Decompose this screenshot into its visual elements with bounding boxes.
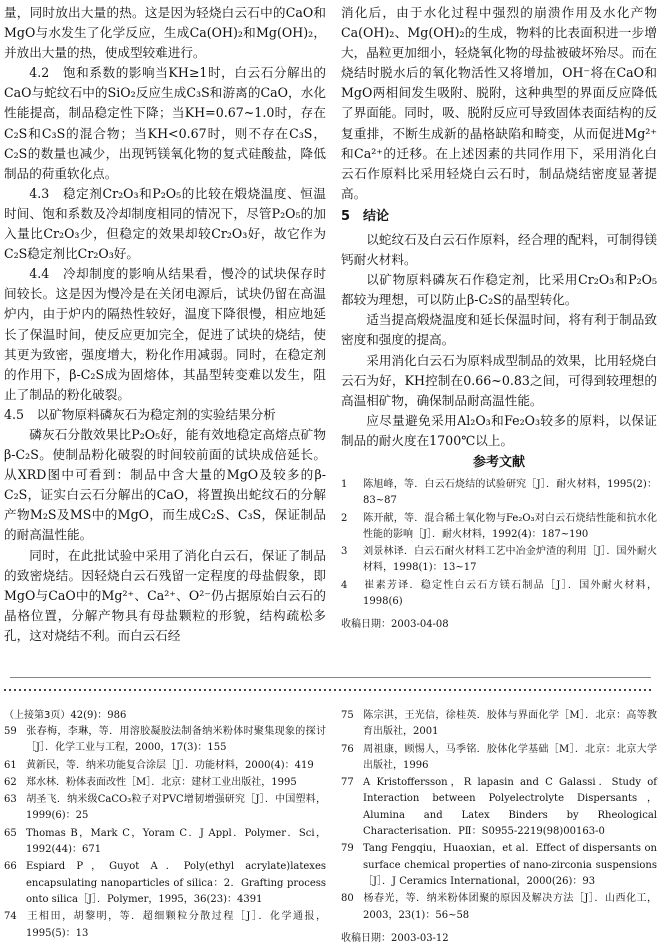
divider-dot [549,689,551,691]
bottom-left-references [4,724,326,942]
divider-dot [554,689,556,691]
section-4-5-text: 磷灰石分散效果比P₂O₅好，能有效地稳定高熔点矿物β-C₂S。使制品粉化破裂的时间较前面的试块成倍延长。从XRD图中可看到：制品中含大量的MgO及较多的β-C₂S，证实白云石分解出的CaO，将置换出蛇纹石的分解产物M₂S及MS中的MgO，而生成C₂S、C₃S，保证制品的耐高温性能。 [4,426,326,543]
left-column [4,3,326,671]
conclusion-4: 采用消化白云石为原料成型制品的效果，比用轻烧白云石为好，KH控制在0.66~0.83之间，可得到较理想的高温相矿物，确保制品耐高温性能。 [341,352,657,408]
reference-number: 63 [4,794,17,806]
divider-dot [194,689,196,691]
reference-item [341,891,657,924]
reference-text: 崔素芳译．稳定性白云石方镁石制品［J］．国外耐火材料，1998(6) [363,579,657,608]
reference-number: 65 [4,827,17,839]
divider-dot [624,689,626,691]
divider-dot [569,689,571,691]
continuation-text: 42(9)：986 [70,710,127,721]
divider-dot [614,689,616,691]
section-4-4-text: 从结果看，慢冷的试块保存时间较长。这是因为慢冷是在关闭电源后，试块仍留在高温炉内，由于炉内的隔热性较好，温度下降很慢，相应地延长了保温时间，使反应更加完全，促进了试块的烧结，使其更为致密，强度增大，粉化作用减弱。同时，在稳定剂的作用下，β-C₂S成为固熔体，其晶型转变难以发生，阻止了制品的粉化破裂。 [4,266,327,402]
divider-dot [489,689,491,691]
divider-dot [209,689,211,691]
divider-dot [39,689,41,691]
divider-dot [514,689,516,691]
divider-dot [494,689,496,691]
divider-dot [414,689,416,691]
divider-dot [84,689,86,691]
divider-dot [644,689,646,691]
divider-dot [49,689,51,691]
divider-dot [434,689,436,691]
divider-dot [454,689,456,691]
reference-text: 杨春光，等．纳米粉体团聚的原因及解决方法［J］．山西化工，2003，23(1)：56~58 [363,893,657,921]
divider-dot [109,689,111,691]
reference-number: 75 [341,710,354,721]
section-5-title: 5 结论 [341,208,390,224]
reference-text: Tang Fengqiu，Huaoxian，et al．Effect of dispersants on surface chemical properties of nano-zirconia suspensions［J］．J Ceramics International，2000(26)：93 [363,843,657,887]
divider-dot [329,689,331,691]
divider-dot [439,689,441,691]
divider-dot [289,689,291,691]
divider-dot [264,689,266,691]
section-4-5-heading-line [4,405,326,425]
divider-dot [139,689,141,691]
divider-dot [469,689,471,691]
divider-dot [4,689,6,691]
divider-dot [79,689,81,691]
reference-item [4,859,326,908]
divider-dot [104,689,106,691]
divider-dot [519,689,521,691]
reference-item [4,724,326,757]
divider-dot [114,689,116,691]
section-4-2 [4,63,326,184]
divider-dot [199,689,201,691]
divider-dot [609,689,611,691]
reference-item [341,544,657,577]
reference-text: 周祖康，顾惕人，马季铭．胶体化学基础［M］．北京：北京大学出版社，1996 [363,743,657,771]
reference-number: 2 [341,512,348,524]
divider-dot [359,689,361,691]
section-4-4-heading: 4.4 冷却制度的影响 [29,266,156,282]
divider-dot [524,689,526,691]
divider-dot [534,689,536,691]
divider-dot [504,689,506,691]
reference-number: 62 [4,776,17,788]
divider-dot [244,689,246,691]
reference-number: 80 [341,893,354,905]
continuation-line [4,708,326,724]
divider-dot [354,689,356,691]
divider-dot [174,689,176,691]
reference-number: 76 [341,743,354,755]
reference-number: 77 [341,777,354,789]
divider-dot [459,689,461,691]
divider-dot [399,689,401,691]
conclusion-3: 适当提高煅烧温度和延长保温时间，将有利于制品致密度和强度的提高。 [341,312,657,348]
divider-dot [134,689,136,691]
reference-item [4,775,326,791]
divider-dot [274,689,276,691]
divider-dot [184,689,186,691]
divider-dot [149,689,151,691]
reference-number: 61 [4,759,17,771]
divider-dot [159,689,161,691]
reference-item [4,826,326,859]
divider-dot [269,689,271,691]
reference-item [4,792,326,825]
divider-dot [364,689,366,691]
continuation-label: （上接第3页） [4,710,71,721]
divider-dot [529,689,531,691]
divider-dot [559,689,561,691]
divider-dot [34,689,36,691]
bottom-right-column [341,708,657,944]
divider-dot [224,689,226,691]
divider-dot [389,689,391,691]
divider-dot [474,689,476,691]
divider-dot [59,689,61,691]
bottom-received-date: 收稿日期：2003-03-12 [341,932,449,944]
paragraph-continued: 消化后，由于水化过程中强烈的崩溃作用及水化产物Ca(OH)₂、Mg(OH)₂的生成，物料的比表面积进一步增大，晶粒更加细小，轻烧氧化物的母盐被破坏殆尽。而在烧结时脱水后的氧化物活性又将增加，OH⁻将在CaO和MgO两相间发生吸附、脱附，这种典型的界面反应降低了界面能。同时，吸、脱附反应可导致固体表面结构的反复重排，不断生成新的晶格缺陷和畸变，从而促进Mg²⁺和Ca²⁺的迁移。在上述因素的共同作用下，采用消化白云石作原料比采用轻烧白云石时，制品烧结密度显著提高。 [341,5,657,201]
divider-dot [384,689,386,691]
section-4-5-heading: 4.5 以矿物原料磷灰石为稳定剂的实验结果分析 [4,406,276,422]
divider-dot [234,689,236,691]
divider-dot [334,689,336,691]
divider-dot [509,689,511,691]
divider-dot [344,689,346,691]
divider-dot [24,689,26,691]
divider-dot [254,689,256,691]
divider-dot [299,689,301,691]
divider-dot [99,689,101,691]
reference-item [4,909,326,942]
divider-dot [94,689,96,691]
divider-dot [594,689,596,691]
paragraph-digested-dolomite: 同时，在此批试验中采用了消化白云石，保证了制品的致密烧结。因轻烧白云石残留一定程度的母盐假象，即MgO与CaO中的Mg²⁺、Ca²⁺、O²⁻仍占据原始白云石的晶格位置，分解产物具有母盐颗粒的形貌，结构疏松多孔，这对烧结不利。而白云石经 [4,547,326,643]
divider-dot [409,689,411,691]
divider-dot [379,689,381,691]
references-list [341,477,657,610]
reference-text: 陈宗淇，王光信，徐桂英．胶体与界面化学［M］．北京：高等教育出版社，2001 [363,710,657,738]
divider-dot [604,689,606,691]
divider-dot [14,689,16,691]
section-4-2-text: 当KH≥1时，白云石分解出的CaO与蛇纹石中的SiO₂反应生成C₃S和游离的CaO，水化性能提高，制品稳定性下降；当KH=0.67~1.0时，存在C₂S和C₃S的混合物；当KH<0.67时，则不存在C₃S，C₂S的数量也减少，出现钙镁氧化物的复式硅酸盐，降低制品的荷重软化点。 [4,65,326,181]
paragraph-hydration: 量，同时放出大量的热。这是因为轻烧白云石中的CaO和MgO与水发生了化学反应，生成Ca(OH)₂和Mg(OH)₂，并放出大量的热，使成型较难进行。 [4,5,326,61]
divider-dot [394,689,396,691]
reference-text: 郑水林．粉体表面改性［M］．北京：建材工业出版社，1995 [26,776,297,788]
divider-dot [44,689,46,691]
divider-dot [419,689,421,691]
references-title: 参考文献 [472,454,525,470]
section-4-2-heading: 4.2 饱和系数的影响 [29,65,156,81]
divider-dot [309,689,311,691]
reference-number: 3 [341,546,348,558]
divider-dot [599,689,601,691]
divider-dot [544,689,546,691]
bottom-right-references [341,708,657,924]
divider-dot [444,689,446,691]
reference-number: 1 [341,478,348,490]
divider-dot [259,689,261,691]
divider-dot [279,689,281,691]
divider-dot [124,689,126,691]
conclusion-5: 应尽量避免采用Al₂O₃和Fe₂O₃较多的原料，以保证制品的耐火度在1700℃以上。 [341,412,657,448]
conclusion-2: 以矿物原料磷灰石作稳定剂，比采用Cr₂O₃和P₂O₅都较为理想，可以防止β-C₂S的晶型转化。 [341,272,657,308]
reference-item [341,477,657,510]
received-date: 收稿日期：2003-04-08 [341,619,449,631]
reference-item [341,742,657,775]
divider-dot [304,689,306,691]
divider-dot [499,689,501,691]
reference-text: 陈旭峰，等．白云石烧结的试验研究［J］．耐火材料，1995(2)：83~87 [363,478,657,507]
divider-dot [539,689,541,691]
separator-line [10,677,651,678]
divider-dot [119,689,121,691]
reference-number: 66 [4,861,17,873]
divider-dot [324,689,326,691]
conclusion-1: 以蛇纹石及白云石作原料，经合理的配料，可制得镁钙耐火材料。 [341,231,657,268]
divider-dot [479,689,481,691]
dotted-divider [4,689,657,693]
divider-dot [639,689,641,691]
divider-dot [629,689,631,691]
reference-item [341,511,657,544]
divider-dot [144,689,146,691]
divider-dot [74,689,76,691]
divider-dot [464,689,466,691]
divider-dot [284,689,286,691]
divider-dot [129,689,131,691]
divider-dot [579,689,581,691]
reference-text: 张春梅，李琳，等．用溶胶凝胶法制备纳米粉体时聚集现象的探讨［J］．化学工业与工程，2000，17(3)：155 [26,726,326,754]
section-4-3-text: 在煅烧温度、恒温时间、饱和系数及冷却制度相同的情况下，尽管P₂O₅的加入量比Cr₂O₃少，但稳定的效果却较Cr₂O₃好，故它作为C₂S稳定剂比Cr₂O₃好。 [4,185,326,262]
divider-dot [64,689,66,691]
reference-item [4,758,326,774]
right-column [341,3,657,671]
divider-dot [29,689,31,691]
reference-text: 陈开献，等．混合稀土氧化物与Fe₂O₃对白云石烧结性能和抗水化性能的影响［J］．耐火材料，1992(4)：187~190 [363,512,657,540]
divider-dot [164,689,166,691]
divider-dot [429,689,431,691]
divider-dot [294,689,296,691]
divider-dot [189,689,191,691]
reference-text: 胡圣飞．纳米级CaCO₃粒子对PVC增韧增强研究［J］．中国塑料，1999(6)：25 [26,794,326,822]
divider-dot [424,689,426,691]
divider-dot [219,689,221,691]
divider-dot [239,689,241,691]
divider-dot [574,689,576,691]
divider-dot [634,689,636,691]
section-4-4 [4,264,326,405]
divider-dot [484,689,486,691]
divider-dot [404,689,406,691]
divider-dot [229,689,231,691]
reference-number: 59 [4,726,17,737]
divider-dot [319,689,321,691]
reference-item [341,708,657,741]
divider-dot [249,689,251,691]
section-4-3-heading: 4.3 稳定剂Cr₂O₃和P₂O₅的比较 [29,185,222,201]
bottom-left-column [4,708,326,938]
reference-text: 王相田，胡黎明，等．超细颗粒分散过程［J］．化学通报，1995(5)：13 [26,911,326,939]
reference-text: 黄新民，等．纳米功能复合涂层［J］．功能材料，2000(4)：419 [26,759,314,771]
reference-text: Espiard P，Guyot A．Poly(ethyl acrylate)latexes encapsulating nanoparticles of silica：2．Grafting process onto silica［J］．Polymer，1995，36(23)：4391 [26,861,326,905]
divider-dot [154,689,156,691]
reference-item [341,578,657,611]
reference-item [341,775,657,840]
reference-number: 79 [341,843,354,855]
divider-dot [9,689,11,691]
divider-dot [589,689,591,691]
divider-dot [349,689,351,691]
reference-number: 74 [4,911,17,923]
divider-dot [179,689,181,691]
divider-dot [214,689,216,691]
divider-dot [19,689,21,691]
divider-dot [69,689,71,691]
divider-dot [374,689,376,691]
divider-dot [89,689,91,691]
divider-dot [564,689,566,691]
divider-dot [449,689,451,691]
divider-dot [314,689,316,691]
reference-text: Thomas B，Mark C，Yoram C．J Appl．Polymer．Sci，1992(44)：671 [26,827,326,856]
divider-dot [339,689,341,691]
divider-dot [204,689,206,691]
reference-number: 4 [341,579,348,591]
divider-dot [584,689,586,691]
divider-dot [169,689,171,691]
reference-text: A Kristoffersson，R lapasin and C Galassi．Study of Interaction between Polyelectrolyte Dispersants，Alumina and Latex Binders by Rheological Characterisation．PⅡ：S0955-2219(98)00163-0 [363,777,657,838]
divider-dot [649,689,651,691]
divider-dot [369,689,371,691]
reference-text: 刘景林译．白云石耐火材料工艺中冶金炉渣的利用［J］．国外耐火材料，1998(1)：13~17 [363,546,657,574]
divider-dot [54,689,56,691]
divider-dot [619,689,621,691]
reference-item [341,841,657,890]
section-4-3 [4,184,326,264]
